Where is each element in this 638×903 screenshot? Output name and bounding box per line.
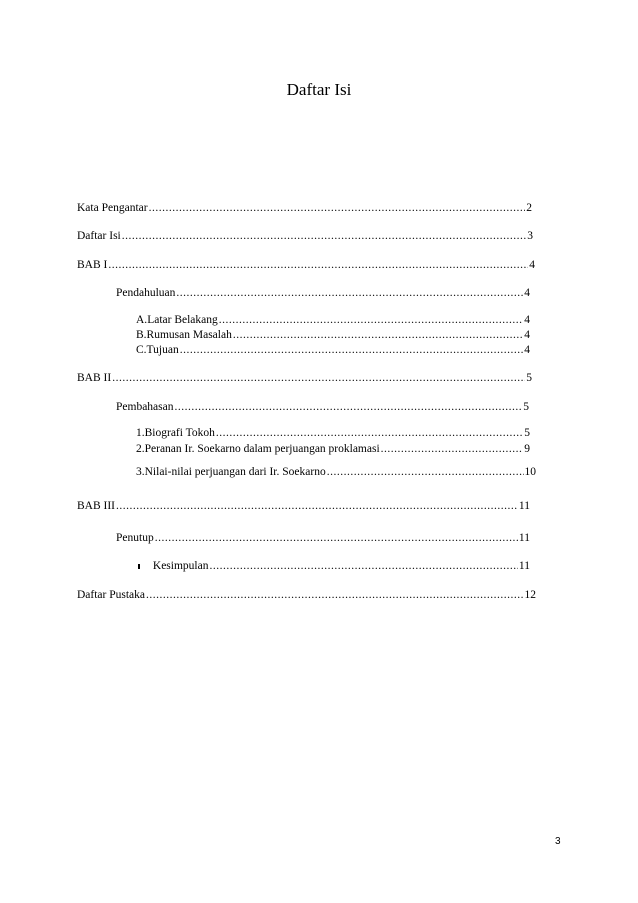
toc-marker: 3.: [136, 466, 145, 478]
toc-label: Daftar Pustaka: [77, 589, 146, 601]
toc-label: Penutup: [116, 532, 154, 544]
page-title: Daftar Isi: [286, 80, 352, 99]
toc-label: BAB II: [77, 372, 112, 384]
toc-entry-rumusan-masalah: [136, 328, 530, 342]
leader-dots: [174, 400, 522, 414]
leader-dots: [122, 229, 527, 243]
leader-dots: [216, 426, 523, 440]
toc-page: 10: [524, 466, 536, 478]
toc-entry-tujuan: [136, 343, 530, 357]
toc-entry-kata-pengantar: [77, 201, 532, 215]
toc-label: Latar Belakang: [147, 314, 218, 326]
toc-page: 11: [518, 560, 530, 572]
toc-entry-bab-3: [77, 499, 530, 513]
leader-dots: [116, 499, 518, 513]
leader-dots: [155, 531, 518, 545]
toc-page: 5: [524, 427, 530, 439]
leader-dots: [219, 313, 524, 327]
toc-marker: 2.: [136, 443, 145, 455]
toc-entry-latar-belakang: [136, 313, 530, 327]
leader-dots: [209, 559, 517, 573]
leader-dots: [180, 343, 524, 357]
toc-label: Biografi Tokoh: [144, 427, 215, 439]
toc-page: 4: [524, 314, 530, 326]
toc-page: 12: [524, 589, 536, 601]
toc-marker: 1.: [136, 427, 145, 439]
toc-label: Peranan Ir. Soekarno dalam perjuangan proklamasi: [144, 443, 380, 455]
toc-entry-daftar-pustaka: [77, 588, 536, 602]
toc-entry-pembahasan: [116, 400, 529, 414]
toc-entry-pendahuluan: [116, 286, 530, 300]
leader-dots: [149, 201, 526, 215]
toc-entry-penutup: [116, 531, 530, 545]
toc-page: 4: [529, 259, 535, 271]
page-number: 3: [555, 836, 561, 847]
leader-dots: [381, 442, 524, 456]
toc-page: 9: [524, 443, 530, 455]
toc-page: 11: [518, 500, 530, 512]
toc-page: 4: [524, 329, 530, 341]
leader-dots: [233, 328, 523, 342]
toc-entry-biografi-tokoh: [136, 426, 530, 440]
toc-page: 5: [526, 372, 532, 384]
toc-page: 5: [523, 401, 529, 413]
toc-marker: A.: [136, 314, 148, 326]
toc-page: 2: [526, 202, 532, 214]
leader-dots: [176, 286, 523, 300]
toc-label: Pendahuluan: [116, 287, 176, 299]
toc-page: 3: [527, 230, 533, 242]
toc-label: Kesimpulan: [152, 560, 209, 572]
leader-dots: [112, 371, 525, 385]
toc-label: Daftar Isi: [77, 230, 121, 242]
toc-label: BAB III: [77, 500, 116, 512]
toc-page: 11: [518, 532, 530, 544]
square-bullet-icon: [138, 564, 140, 569]
toc-entry-daftar-isi: [77, 229, 533, 243]
leader-dots: [327, 465, 524, 479]
toc-entry-peranan: [136, 442, 530, 456]
toc-entry-bab-2: [77, 371, 532, 385]
toc-page: 4: [524, 344, 530, 356]
toc-label: Nilai-nilai perjuangan dari Ir. Soekarno: [144, 466, 326, 478]
toc-marker: B.: [136, 329, 147, 341]
toc-label: BAB I: [77, 259, 108, 271]
toc-page: 4: [524, 287, 530, 299]
leader-dots: [108, 258, 528, 272]
toc-label: Kata Pengantar: [77, 202, 148, 214]
toc-entry-kesimpulan: [136, 559, 530, 573]
toc-label: Tujuan: [146, 344, 179, 356]
toc-marker: C.: [136, 344, 147, 356]
toc-label: Rumusan Masalah: [146, 329, 232, 341]
toc-label: Pembahasan: [116, 401, 174, 413]
toc-entry-nilai-perjuangan: [136, 465, 536, 479]
toc-entry-bab-1: [77, 258, 535, 272]
leader-dots: [146, 588, 523, 602]
